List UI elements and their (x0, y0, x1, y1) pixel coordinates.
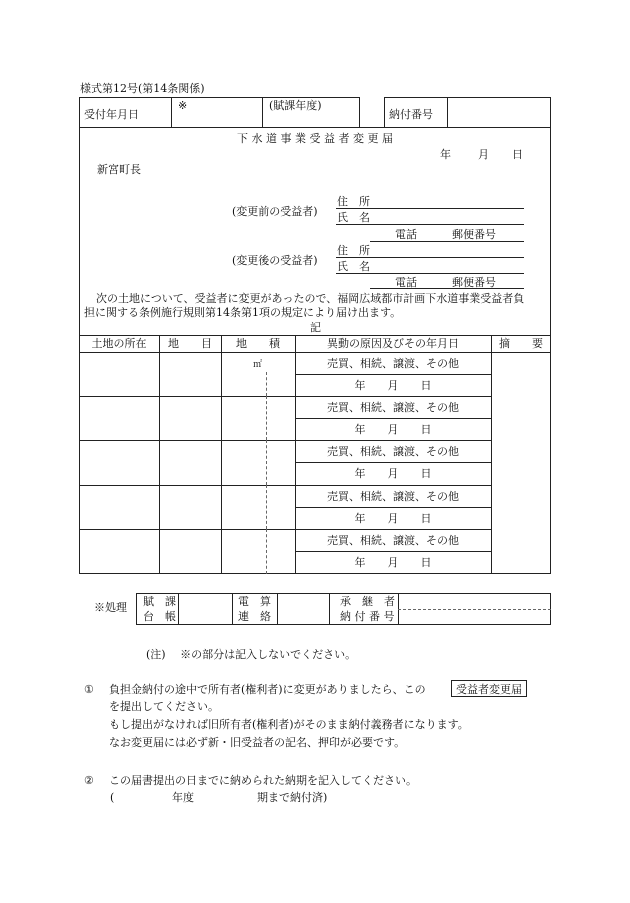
after-name-label: 氏 名 (337, 260, 370, 273)
row-line (79, 485, 491, 486)
nofu-bango-label: 納 付 番 号 (340, 610, 395, 623)
after-name-line[interactable] (336, 273, 524, 274)
received-date-label: 受付年月日 (84, 108, 139, 121)
row3-cause: 売買、相続、譲渡、その他 (327, 445, 459, 458)
processing-label: ※処理 (94, 601, 127, 614)
body-text-line2: 担に関する条例施行規則第14条第1項の規定により届け出ます。 (84, 306, 402, 319)
processing-col-line (277, 593, 278, 625)
cause-mid-line (295, 374, 491, 375)
header-location: 土地の所在 (91, 337, 147, 350)
processing-col-line (178, 593, 179, 625)
payment-number-label: 納付番号 (389, 108, 433, 121)
cause-mid-line (295, 418, 491, 419)
daicho-label: 台 帳 (143, 610, 176, 623)
after-address-line[interactable] (336, 257, 524, 258)
area-decimal-divider (266, 529, 267, 574)
tax-year-label: (賦課年度) (269, 99, 322, 112)
processing-col-line (232, 593, 233, 625)
date-year: 年 (440, 148, 451, 161)
row4-cause: 売買、相続、譲渡、その他 (327, 490, 459, 503)
header-remarks: 摘 要 (499, 337, 543, 350)
row4-date: 年 月 日 (354, 512, 432, 525)
cause-mid-line (295, 507, 491, 508)
area-decimal-divider (266, 372, 267, 396)
date-month: 月 (478, 148, 489, 161)
item2-open-paren: ( (110, 791, 115, 804)
processing-dashed-line (398, 609, 551, 610)
before-address-line[interactable] (336, 208, 524, 209)
cause-mid-line (295, 551, 491, 552)
area-decimal-divider (266, 396, 267, 440)
form-title: 下 水 道 事 業 受 益 者 変 更 届 (237, 132, 393, 145)
table-header-bottom-line (79, 352, 551, 353)
before-name-line[interactable] (336, 224, 524, 225)
row3-date: 年 月 日 (354, 467, 432, 480)
item2-nendo: 年度 (172, 791, 194, 804)
processing-col-line (329, 593, 330, 625)
before-name-label: 氏 名 (337, 211, 370, 224)
before-phone-label: 電話 (395, 228, 417, 241)
before-postal-label: 郵便番号 (452, 228, 496, 241)
form-number: 様式第12号(第14条関係) (80, 82, 205, 95)
after-address-label: 住 所 (337, 244, 370, 257)
before-label: (変更前の受益者) (232, 205, 318, 218)
item1-boxed-form-name: 受益者変更届 (451, 680, 527, 697)
received-date-value-cell[interactable] (171, 97, 263, 128)
table-col-line (491, 335, 492, 574)
row1-date: 年 月 日 (354, 379, 432, 392)
row-line (79, 529, 491, 530)
cause-mid-line (295, 462, 491, 463)
row1-cause: 売買、相続、譲渡、その他 (327, 357, 459, 370)
row2-date: 年 月 日 (354, 423, 432, 436)
item1-line3: もし提出がなければ旧所有者(権利者)がそのまま納付義務者になります。 (109, 718, 469, 731)
before-address-label: 住 所 (337, 195, 370, 208)
item1-number: ① (84, 683, 94, 696)
fuka-label: 賦 課 (143, 595, 176, 608)
item2-kimade: 期まで納付済) (257, 791, 328, 804)
note-text: (注) ※の部分は記入しないでください。 (146, 648, 357, 661)
area-decimal-divider (266, 485, 267, 529)
item1-line4: なお変更届には必ず新・旧受益者の記名、押印が必要です。 (109, 736, 406, 749)
item1-line1: 負担金納付の途中で所有者(権利者)に変更がありましたら、この (109, 683, 426, 696)
row-line (79, 396, 491, 397)
table-col-line (221, 335, 222, 574)
densan-label: 電 算 (238, 595, 271, 608)
shokeisha-label: 承 継 者 (340, 595, 395, 608)
after-phone-label: 電話 (395, 276, 417, 289)
payment-number-value-cell[interactable] (447, 97, 551, 128)
after-postal-label: 郵便番号 (452, 276, 496, 289)
header-cause: 異動の原因及びその年月日 (327, 337, 459, 350)
body-text-line1: 次の土地について、受益者に変更があったので、福岡広域都市計画下水道事業受益者負 (96, 292, 525, 305)
row5-date: 年 月 日 (354, 556, 432, 569)
before-contact-line[interactable] (370, 241, 524, 242)
row2-cause: 売買、相続、譲渡、その他 (327, 401, 459, 414)
tax-year-cell[interactable] (262, 97, 360, 128)
item1-line2: を提出してください。 (109, 700, 219, 713)
row5-cause: 売買、相続、譲渡、その他 (327, 534, 459, 547)
renraku-label: 連 絡 (238, 610, 271, 623)
addressee: 新宮町長 (97, 163, 141, 176)
row-line (79, 440, 491, 441)
item2-number: ② (84, 774, 94, 787)
header-land-category: 地 目 (168, 337, 212, 350)
received-date-cell (79, 97, 172, 128)
date-day: 日 (512, 148, 523, 161)
payment-number-label-cell (384, 97, 448, 128)
table-col-line (159, 335, 160, 574)
item2-line1: この届書提出の日までに納められた納期を記入してください。 (109, 774, 417, 787)
after-label: (変更後の受益者) (232, 254, 318, 267)
area-unit: ㎡ (253, 360, 263, 370)
table-top-line (79, 335, 551, 336)
ki-label: 記 (310, 321, 321, 334)
header-area: 地 積 (236, 337, 280, 350)
reserved-mark: ※ (178, 99, 188, 112)
area-decimal-divider (266, 440, 267, 485)
after-contact-line[interactable] (370, 288, 524, 289)
